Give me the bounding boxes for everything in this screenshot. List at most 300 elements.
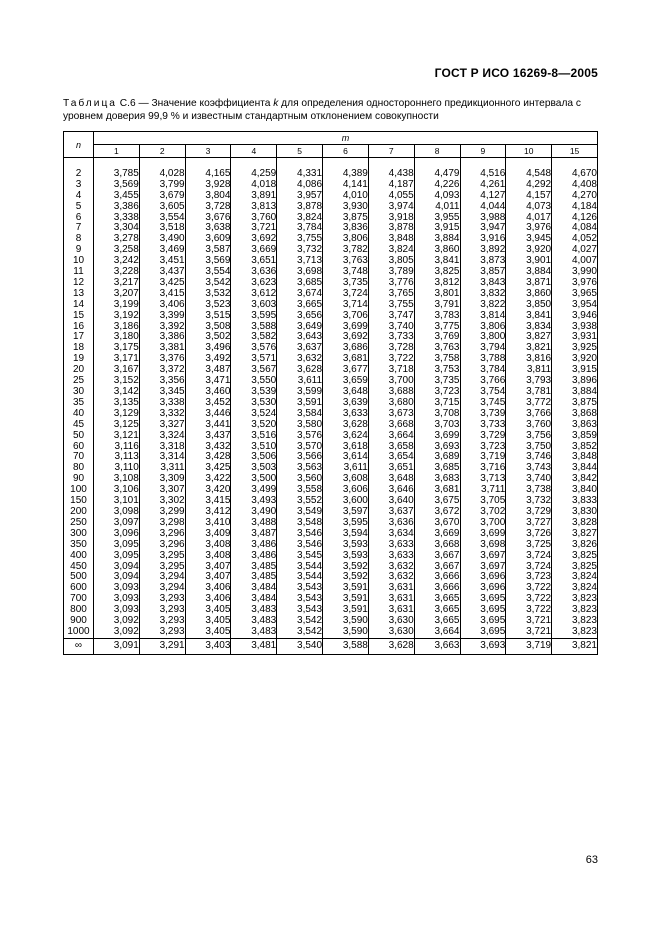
k-value-cell: 3,631 [368,594,414,605]
k-value-cell: 3,666 [414,583,460,594]
k-value-cell: 3,669 [231,245,277,256]
k-value-cell: 3,637 [368,507,414,518]
k-value-cell: 3,309 [139,474,185,485]
k-value-cell: 3,832 [460,289,506,300]
k-value-cell: 3,812 [414,278,460,289]
k-value-cell: 3,576 [231,343,277,354]
k-value-cell: 3,098 [94,507,140,518]
k-value-cell: 3,539 [231,387,277,398]
k-value-cell: 3,636 [231,267,277,278]
k-value-cell: 3,628 [277,365,323,376]
table-row [64,343,598,354]
k-value-cell: 3,544 [277,572,323,583]
k-value-cell: 3,871 [506,278,552,289]
table-row [64,409,598,420]
k-value-cell: 3,446 [185,409,231,420]
header-m-value: 10 [506,145,552,158]
k-value-cell: 3,649 [277,322,323,333]
k-value-cell: 3,106 [94,485,140,496]
row-n-value: 60 [64,442,94,453]
header-row-m [64,132,598,145]
k-value-cell: 3,483 [231,605,277,616]
k-value-cell: 3,841 [414,256,460,267]
k-value-cell: 3,510 [231,442,277,453]
k-value-cell: 3,614 [323,452,369,463]
header-m-value: 5 [277,145,323,158]
k-value-cell: 3,822 [460,300,506,311]
k-value-cell: 3,576 [277,431,323,442]
k-value-cell: 4,044 [460,202,506,213]
k-value-cell: 3,859 [552,431,598,442]
k-value-cell: 3,791 [414,300,460,311]
k-value-cell: 3,094 [94,562,140,573]
k-value-cell: 3,670 [414,518,460,529]
k-value-cell: 3,110 [94,463,140,474]
k-value-cell: 3,930 [323,202,369,213]
k-value-cell: 4,516 [460,169,506,180]
k-value-cell: 3,563 [277,463,323,474]
k-value-cell: 3,760 [231,213,277,224]
k-value-cell: 3,591 [323,605,369,616]
k-value-cell: 3,825 [552,551,598,562]
k-value-cell: 3,928 [185,180,231,191]
table-row [64,616,598,627]
k-value-cell: 4,226 [414,180,460,191]
k-value-cell: 3,842 [552,474,598,485]
k-value-cell: 3,096 [94,529,140,540]
k-value-cell: 3,451 [139,256,185,267]
k-value-cell: 3,834 [506,322,552,333]
k-value-cell: 3,554 [139,213,185,224]
table-row [64,529,598,540]
k-value-cell: 3,659 [323,376,369,387]
table-row [64,551,598,562]
k-value-cell: 3,217 [94,278,140,289]
row-n-value: 4 [64,191,94,202]
k-value-cell: 3,582 [231,332,277,343]
table-row [64,605,598,616]
table-row [64,507,598,518]
k-value-cell: 3,631 [368,583,414,594]
k-value-cell: 3,733 [460,420,506,431]
k-value-cell: 3,884 [506,267,552,278]
k-value-cell: 3,726 [506,529,552,540]
k-value-cell: 3,892 [460,245,506,256]
k-value-cell: 3,386 [139,332,185,343]
k-value-cell: 4,259 [231,169,277,180]
k-value-cell: 3,729 [506,507,552,518]
k-value-cell: 3,580 [277,420,323,431]
k-value-cell: 3,560 [277,474,323,485]
k-value-cell: 3,990 [552,267,598,278]
table-row [64,311,598,322]
k-value-cell: 3,634 [368,529,414,540]
k-value-cell: 3,180 [94,332,140,343]
k-value-cell: 3,405 [185,605,231,616]
k-value-cell: 3,685 [414,463,460,474]
k-value-cell: 3,868 [552,409,598,420]
k-value-cell: 3,974 [368,202,414,213]
k-value-cell: 3,724 [506,551,552,562]
k-value-cell: 3,723 [414,387,460,398]
k-value-cell: 4,017 [506,213,552,224]
k-value-cell: 3,703 [414,420,460,431]
k-value-cell: 4,126 [552,213,598,224]
k-value-cell: 4,073 [506,202,552,213]
k-value-cell: 3,590 [323,616,369,627]
k-value-cell: 3,597 [323,507,369,518]
k-value-cell: 3,828 [552,518,598,529]
k-value-cell: 3,722 [506,583,552,594]
k-value-cell: 3,544 [277,562,323,573]
k-value-cell: 3,656 [277,311,323,322]
table-row [64,300,598,311]
caption-text-2: для определения одностороннего предикционного интервала с уровнем доверия 99,9 % и известным стандартным отклонением совокупности [63,98,581,122]
k-value-cell: 3,545 [277,551,323,562]
k-value-cell: 3,695 [460,605,506,616]
k-value-cell: 3,546 [277,529,323,540]
k-value-cell: 3,483 [231,616,277,627]
k-value-cell: 3,668 [414,540,460,551]
k-value-cell: 3,896 [552,376,598,387]
k-value-cell: 3,095 [94,540,140,551]
k-value-cell: 3,695 [460,594,506,605]
k-value-cell: 3,293 [139,627,185,638]
k-value-cell: 3,386 [94,202,140,213]
k-value-cell: 3,668 [368,420,414,431]
k-value-cell: 3,747 [368,311,414,322]
k-value-cell: 3,376 [139,354,185,365]
k-value-cell: 3,483 [231,627,277,638]
k-value-cell: 4,018 [231,180,277,191]
k-value-cell: 3,631 [368,605,414,616]
k-value-cell: 3,775 [414,322,460,333]
row-n-value: 17 [64,332,94,343]
k-value-cell: 3,291 [139,638,185,654]
k-value-cell: 3,938 [552,322,598,333]
k-value-cell: 3,718 [368,365,414,376]
k-value-cell: 3,713 [460,474,506,485]
k-value-cell: 3,754 [460,387,506,398]
k-value-cell: 3,508 [185,322,231,333]
k-value-cell: 3,554 [185,267,231,278]
k-value-cell: 3,595 [323,518,369,529]
k-value-cell: 3,843 [460,278,506,289]
k-value-cell: 4,086 [277,180,323,191]
k-value-cell: 3,666 [414,572,460,583]
k-value-cell: 3,735 [414,376,460,387]
k-value-cell: 3,674 [277,289,323,300]
k-value-cell: 3,490 [231,507,277,518]
k-value-cell: 3,171 [94,354,140,365]
k-value-cell: 3,327 [139,420,185,431]
k-value-cell: 3,738 [506,485,552,496]
k-value-cell: 3,415 [139,289,185,300]
k-value-cell: 3,683 [414,474,460,485]
table-row [64,256,598,267]
k-value-cell: 3,611 [277,376,323,387]
k-value-cell: 3,925 [552,343,598,354]
k-value-cell: 3,763 [414,343,460,354]
k-value-cell: 3,891 [231,191,277,202]
k-value-cell: 3,588 [231,322,277,333]
k-value-cell: 3,954 [552,300,598,311]
row-n-value: 100 [64,485,94,496]
row-n-value: 18 [64,343,94,354]
k-value-cell: 3,304 [94,223,140,234]
k-value-cell: 3,599 [277,387,323,398]
caption-lead: Таблица [63,98,117,109]
k-value-cell: 3,755 [368,300,414,311]
k-value-cell: 3,422 [185,474,231,485]
k-value-cell: 3,299 [139,507,185,518]
k-value-cell: 3,723 [460,442,506,453]
k-value-cell: 3,405 [185,627,231,638]
k-value-cell: 3,612 [231,289,277,300]
k-value-cell: 3,603 [231,300,277,311]
k-value-cell: 3,093 [94,605,140,616]
k-value-cell: 3,793 [506,376,552,387]
k-value-cell: 3,487 [185,365,231,376]
table-row [64,485,598,496]
k-value-cell: 3,633 [368,540,414,551]
k-value-cell: 3,783 [414,311,460,322]
row-n-value: 12 [64,278,94,289]
k-value-cell: 3,715 [414,398,460,409]
k-value-cell: 3,628 [368,638,414,654]
row-n-value: 40 [64,409,94,420]
k-value-cell: 3,723 [506,572,552,583]
row-n-value: 300 [64,529,94,540]
k-value-cell: 3,432 [185,442,231,453]
k-value-cell: 3,548 [277,518,323,529]
k-value-cell: 3,719 [460,452,506,463]
k-value-cell: 3,667 [414,562,460,573]
k-value-cell: 3,852 [552,442,598,453]
k-value-cell: 3,567 [231,365,277,376]
k-value-cell: 3,824 [368,245,414,256]
k-value-cell: 3,515 [185,311,231,322]
k-value-cell: 3,669 [414,529,460,540]
k-value-cell: 3,760 [506,420,552,431]
table-row [64,213,598,224]
k-value-cell: 3,493 [231,496,277,507]
k-value-cell: 3,595 [231,311,277,322]
k-value-cell: 3,142 [94,387,140,398]
k-value-cell: 3,611 [323,463,369,474]
k-value-cell: 3,699 [323,322,369,333]
k-value-cell: 3,630 [368,627,414,638]
row-n-value: 450 [64,562,94,573]
k-value-cell: 3,884 [552,387,598,398]
k-value-cell: 3,293 [139,616,185,627]
row-n-value: 250 [64,518,94,529]
header-m-value: 8 [414,145,460,158]
k-value-cell: 3,821 [506,343,552,354]
row-n-value: 600 [64,583,94,594]
row-n-value: 350 [64,540,94,551]
k-value-cell: 3,830 [552,507,598,518]
k-value-cell: 3,549 [277,507,323,518]
k-value-cell: 3,406 [139,300,185,311]
k-value-cell: 3,624 [323,431,369,442]
k-value-cell: 3,860 [414,245,460,256]
k-value-cell: 3,840 [552,485,598,496]
k-value-cell: 3,500 [231,474,277,485]
k-value-cell: 3,695 [460,627,506,638]
k-value-cell: 3,623 [231,278,277,289]
k-value-cell: 3,740 [368,322,414,333]
row-n-value: 5 [64,202,94,213]
k-value-cell: 3,175 [94,343,140,354]
row-n-value: 19 [64,354,94,365]
k-value-cell: 3,441 [185,420,231,431]
k-value-cell: 3,947 [460,223,506,234]
k-value-cell: 3,665 [414,594,460,605]
k-value-cell: 3,740 [506,474,552,485]
k-value-cell: 3,569 [94,180,140,191]
k-value-cell: 3,091 [94,638,140,654]
k-value-cell: 3,506 [231,452,277,463]
table-row [64,332,598,343]
k-value-cell: 4,093 [414,191,460,202]
k-value-cell: 3,672 [414,507,460,518]
header-m-value: 6 [323,145,369,158]
k-value-cell: 4,292 [506,180,552,191]
k-value-cell: 3,721 [506,627,552,638]
table-row [64,267,598,278]
k-value-cell: 3,663 [414,638,460,654]
k-value-cell: 3,823 [552,616,598,627]
k-value-cell: 3,318 [139,442,185,453]
k-value-cell: 3,520 [231,420,277,431]
k-value-cell: 3,490 [139,234,185,245]
k-value-cell: 3,702 [460,507,506,518]
k-value-cell: 3,713 [277,256,323,267]
k-value-cell: 3,524 [231,409,277,420]
k-value-cell: 3,721 [231,223,277,234]
k-value-cell: 3,295 [139,551,185,562]
k-value-cell: 3,648 [368,474,414,485]
k-value-cell: 3,758 [414,354,460,365]
k-value-cell: 3,724 [323,289,369,300]
header-m-value: 1 [94,145,140,158]
row-n-value: 9 [64,245,94,256]
row-n-value: 30 [64,387,94,398]
k-value-cell: 3,638 [185,223,231,234]
k-value-cell: 3,721 [506,616,552,627]
k-value-cell: 3,523 [185,300,231,311]
k-value-cell: 3,129 [94,409,140,420]
k-value-cell: 3,484 [231,594,277,605]
k-value-cell: 3,806 [323,234,369,245]
k-value-cell: 3,688 [368,387,414,398]
k-value-cell: 3,293 [139,594,185,605]
header-m-value: 7 [368,145,414,158]
k-value-cell: 3,399 [139,311,185,322]
k-value-cell: 3,093 [94,594,140,605]
k-value-cell: 3,705 [460,496,506,507]
k-value-cell: 3,766 [460,376,506,387]
k-value-cell: 3,988 [460,213,506,224]
k-value-cell: 3,727 [506,518,552,529]
k-value-cell: 3,836 [323,223,369,234]
k-value-cell: 3,405 [185,616,231,627]
k-value-cell: 3,884 [414,234,460,245]
k-value-cell: 3,692 [323,332,369,343]
k-value-cell: 3,823 [552,627,598,638]
k-value-cell: 3,278 [94,234,140,245]
k-value-cell: 3,976 [552,278,598,289]
k-value-cell: 3,826 [552,540,598,551]
table-row [64,169,598,180]
k-value-cell: 3,739 [460,409,506,420]
k-value-cell: 3,814 [460,311,506,322]
k-value-cell: 3,407 [185,572,231,583]
k-value-cell: 3,092 [94,616,140,627]
k-value-cell: 3,664 [368,431,414,442]
k-value-cell: 3,665 [414,605,460,616]
k-value-cell: 3,593 [323,540,369,551]
k-value-cell: 3,518 [139,223,185,234]
k-value-cell: 3,636 [368,518,414,529]
row-n-value: 25 [64,376,94,387]
k-value-cell: 4,028 [139,169,185,180]
table-row [64,540,598,551]
k-value-cell: 3,863 [552,420,598,431]
k-value-cell: 3,700 [460,518,506,529]
k-value-cell: 3,850 [506,300,552,311]
k-value-cell: 3,502 [185,332,231,343]
page-number: 63 [585,854,598,866]
k-value-cell: 3,841 [506,311,552,322]
k-value-cell: 3,592 [323,572,369,583]
k-value-cell: 3,125 [94,420,140,431]
k-value-cell: 3,469 [139,245,185,256]
k-value-cell: 3,632 [368,562,414,573]
k-value-cell: 3,788 [460,354,506,365]
k-factor-table [63,131,598,655]
k-value-cell: 3,425 [185,463,231,474]
k-value-cell: 3,821 [552,638,598,654]
k-value-cell: 3,587 [185,245,231,256]
k-value-cell: 3,542 [277,627,323,638]
k-value-cell: 3,706 [323,311,369,322]
k-value-cell: 3,728 [368,343,414,354]
k-value-cell: 3,735 [323,278,369,289]
table-row [64,245,598,256]
table-row [64,191,598,202]
k-value-cell: 3,918 [368,213,414,224]
k-value-cell: 4,548 [506,169,552,180]
k-value-cell: 3,618 [323,442,369,453]
table-row [64,289,598,300]
table-row [64,572,598,583]
k-value-cell: 3,258 [94,245,140,256]
k-value-cell: 3,676 [185,213,231,224]
row-n-value: 50 [64,431,94,442]
k-value-cell: 3,772 [506,398,552,409]
k-value-cell: 3,756 [506,431,552,442]
document-code: ГОСТ Р ИСО 16269-8—2005 [434,66,598,80]
k-value-cell: 4,270 [552,191,598,202]
table-row [64,180,598,191]
header-m: m [94,132,598,145]
k-value-cell: 3,542 [277,616,323,627]
k-value-cell: 3,409 [185,529,231,540]
row-n-value: 80 [64,463,94,474]
k-value-cell: 3,733 [368,332,414,343]
